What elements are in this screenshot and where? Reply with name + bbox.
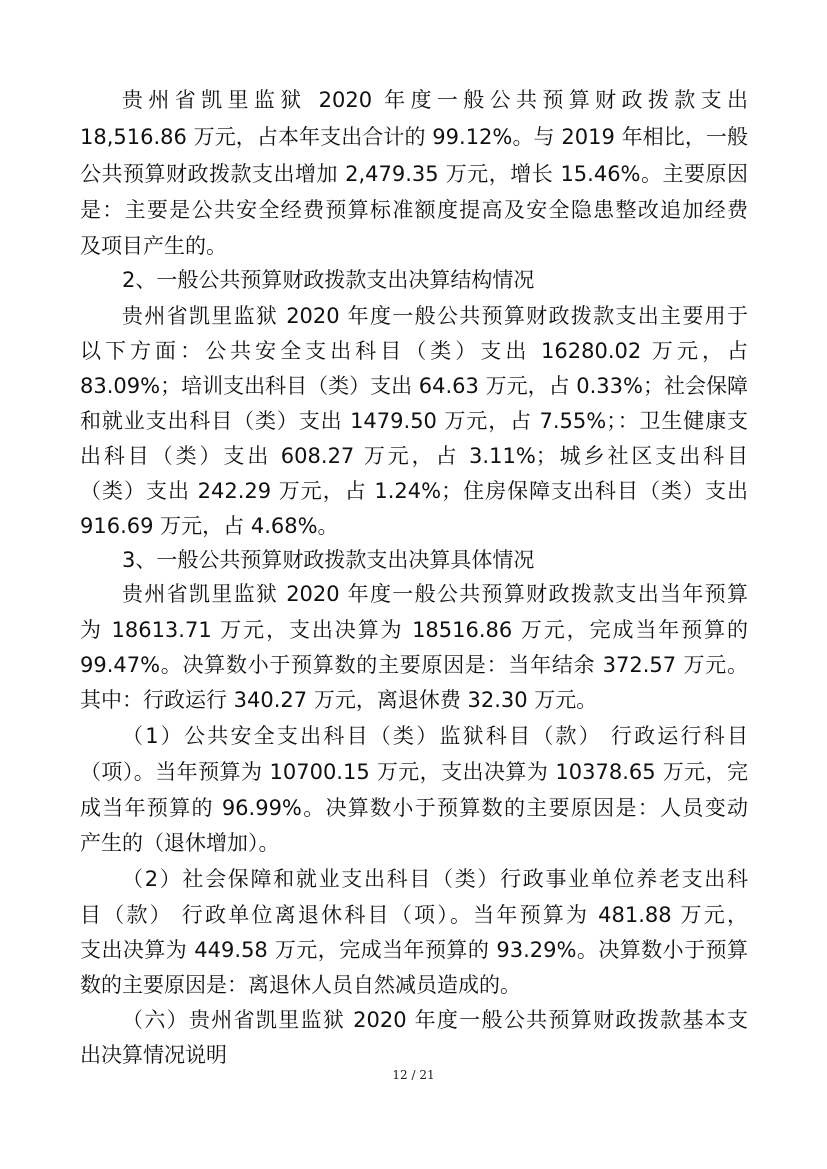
paragraph-line: 成当年预算的 96.99%。决算数小于预算数的主要原因是：人员变动 [80, 796, 748, 820]
paragraph-line: 公共预算财政拨款支出增加 2,479.35 万元，增长 15.46%。主要原因 [80, 162, 748, 186]
paragraph-line: 18,516.86 万元，占本年支出合计的 99.12%。与 2019 年相比，一般 [80, 125, 748, 149]
paragraph-line: 产生的（退休增加）。 [80, 831, 280, 855]
paragraph-line: 贵州省凯里监狱 2020 年度一般公共预算财政拨款支出 [122, 88, 748, 112]
page-number: 12 / 21 [392, 1068, 435, 1082]
section-heading: 2、一般公共预算财政拨款支出决算结构情况 [122, 268, 535, 292]
paragraph-line: 出科目（类）支出 608.27 万元，占 3.11%；城乡社区支出科目 [80, 444, 748, 468]
paragraph-line: 916.69 万元，占 4.68%。 [80, 514, 339, 538]
paragraph-line: 支出决算为 449.58 万元，完成当年预算的 93.29%。决算数小于预算 [80, 938, 748, 962]
paragraph-line: 其中：行政运行 340.27 万元，离退休费 32.30 万元。 [80, 688, 598, 712]
paragraph-line: 83.09%；培训支出科目（类）支出 64.63 万元，占 0.33%；社会保障 [80, 374, 748, 398]
section-heading: 3、一般公共预算财政拨款支出决算具体情况 [122, 548, 535, 572]
paragraph-line: （类）支出 242.29 万元，占 1.24%；住房保障支出科目（类）支出 [80, 479, 748, 503]
paragraph-line: （1）公共安全支出科目（类）监狱科目（款） 行政运行科目 [122, 724, 748, 748]
paragraph-line: （项）。当年预算为 10700.15 万元，支出决算为 10378.65 万元，完 [80, 760, 748, 784]
paragraph-line: 目（款） 行政单位离退休科目（项）。当年预算为 481.88 万元， [80, 903, 748, 927]
paragraph-line: （2）社会保障和就业支出科目（类）行政事业单位养老支出科 [122, 867, 748, 891]
paragraph-line: 和就业支出科目（类）支出 1479.50 万元，占 7.55%；：卫生健康支 [80, 409, 748, 433]
paragraph-line: 为 18613.71 万元，支出决算为 18516.86 万元，完成当年预算的 [80, 618, 748, 642]
paragraph-line: 99.47%。决算数小于预算数的主要原因是：当年结余 372.57 万元。 [80, 653, 748, 677]
paragraph-line: 以下方面：公共安全支出科目（类）支出 16280.02 万元，占 [80, 339, 748, 363]
paragraph-line: 数的主要原因是：离退休人员自然减员造成的。 [80, 973, 521, 997]
paragraph-line: 贵州省凯里监狱 2020 年度一般公共预算财政拨款支出主要用于 [122, 304, 748, 328]
section-heading: （六）贵州省凯里监狱 2020 年度一般公共预算财政拨款基本支 [122, 1008, 748, 1032]
paragraph-line: 是：主要是公共安全经费预算标准额度提高及安全隐患整改追加经费 [80, 198, 748, 222]
paragraph-line: 贵州省凯里监狱 2020 年度一般公共预算财政拨款支出当年预算 [122, 582, 748, 606]
paragraph-line: 及项目产生的。 [80, 234, 227, 258]
section-heading: 出决算情况说明 [80, 1043, 227, 1067]
